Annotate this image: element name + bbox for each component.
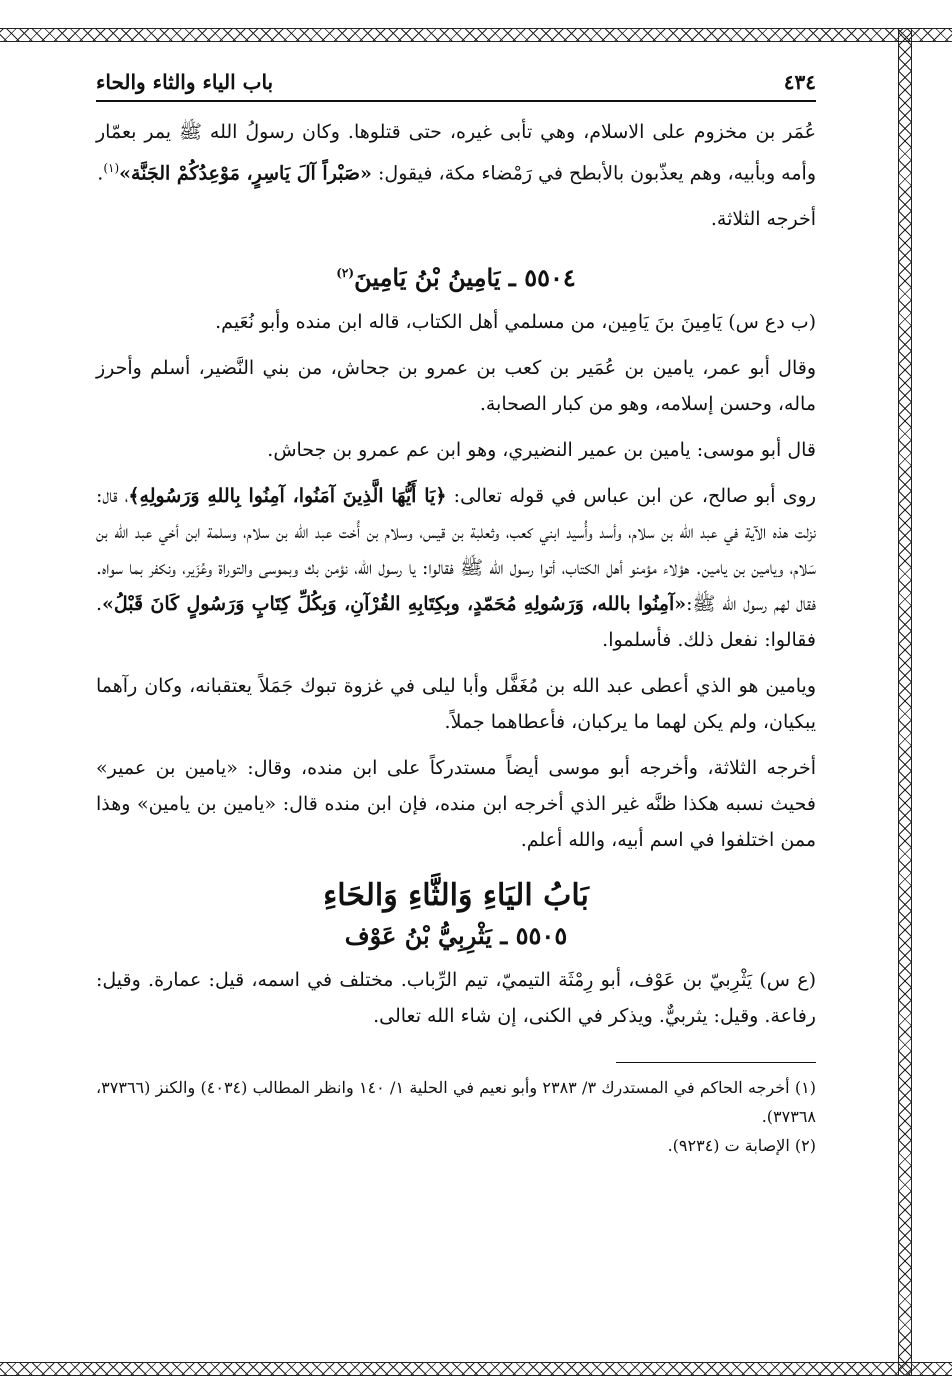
quote: «صَبْراً آلَ يَاسِرٍ، مَوْعِدُكُمْ الجَنَّة»: [119, 162, 372, 185]
right-ornament-border: [898, 28, 912, 1376]
footnotes: [96, 1073, 816, 1160]
entry1-paragraph-1: (ب دع س) يَامِينَ بنَ يَامِين، من مسلمي أهل الكتاب، قاله ابن منده وأبو نُعَيم.: [215, 311, 816, 334]
page-header: [96, 70, 816, 102]
page-content: [96, 70, 816, 1160]
bottom-ornament-border: [0, 1362, 952, 1376]
entry-title-5504: ٥٥٠٤ ـ يَامِينُ بْنُ يَامِينَ$^{(٢)}$: [336, 263, 576, 293]
footnote-ref-1: (١): [103, 161, 120, 175]
footnote-1: (١) أخرجه الحاكم في المستدرك ٣/ ٢٣٨٣ وأبو نعيم في الحلية ١/ ١٤٠ وانظر المطالب (٤٠٣٤) والكنز (٣٧٣٦٦، ٣٧٣٦٨).: [96, 1078, 816, 1127]
top-ornament-border: [0, 28, 952, 42]
entry1-paragraph-4: روى أبو صالح، عن ابن عباس في قوله تعالى: ﴿يَا أَيُّهَا الَّذِينَ آمَنُوا، آمِنُوا بِاللهِ وَرَسُولِهِ﴾، قال: نزلت هذه الآية في عبد الله بن سلام، وأسد وأُسيد ابني كعب، وثعلبة بن قيس، وسلام بن أُخت عبد الله بن سلام، وسلمة ابن أخي عبد الله بن سَلام، ويامين بن يامين. هؤلاء مؤمنو أهل الكتاب، أتوا رسول الله ﷺ فقالوا: يا رسول الله، نؤمن بك وبموسى والتوراة وعُزَير، ونكفر بما سواه. فقال لهم رسول الله ﷺ:«آمِنُوا بالله، وَرَسُولِهِ مُحَمّدٍ، وبِكِتَابِهِ القُرْآنِ، وَبِكُلِّ كِتَابٍ وَرَسُولٍ كَانَ قَبْلُ». فقالوا: نفعل ذلك. فأسلموا.: [96, 485, 816, 652]
footnote-2: (٢) الإصابة ت (٩٢٣٤).: [667, 1136, 816, 1156]
entry1-paragraph-5: ويامين هو الذي أعطى عبد الله بن مُغَفَّل وأبا ليلى في غزوة تبوك جَمَلاً يعتقبانه، وكان رآهما يبكيان، ولم يكن لهما ما يركبان، فأعطاهما جملاً.: [96, 675, 816, 734]
chapter-title: بَابُ اليَاءِ وَالثَّاءِ وَالحَاءِ: [323, 878, 589, 914]
entry2-paragraph-1: (ع س) يَثْرِبيّ بن عَوْف، أبو رِمْثَة التيميّ، تيم الرِّباب. مختلف في اسمه، قيل: عمارة. وقيل: رفاعة. وقيل: يثربيٌّ. ويذكر في الكنى، إن شاء الله تعالى.: [96, 969, 816, 1028]
footnote-ref-2: (٢): [336, 266, 355, 281]
paragraph-attribution: أخرجه الثلاثة.: [710, 208, 816, 231]
running-title: باب الياء والثاء والحاء: [96, 70, 274, 94]
paragraph-continuation: عُمَر بن مخزوم على الاسلام، وهي تأبى غيره، حتى قتلوها. وكان رسولُ الله ﷺ يمر بعمّار وأمه وبأبيه، وهم يعذّبون بالأبطح في رَمْضاء مكة، فيقول: «صَبْراً آلَ يَاسِرٍ، مَوْعِدُكُمْ الجَنَّة»$^{(١)}$.: [96, 121, 816, 185]
entry1-paragraph-3: قال أبو موسى: يامين بن عمير النضيري، وهو ابن عم عمرو بن جحاش.: [267, 439, 816, 462]
footnote-divider: [616, 1062, 816, 1063]
hadith-quote: «آمِنُوا بالله، وَرَسُولِهِ مُحَمّدٍ، وبِكِتَابِهِ القُرْآنِ، وَبِكُلِّ كِتَابٍ وَرَسُولٍ كَانَ قَبْلُ»: [102, 593, 687, 616]
quran-quote: ﴿يَا أَيُّهَا الَّذِينَ آمَنُوا، آمِنُوا بِاللهِ وَرَسُولِهِ﴾: [128, 485, 447, 508]
entry1-paragraph-2: وقال أبو عمر، يامين بن عُمَير بن كعب بن عمرو بن جحاش، من بني النَّضير، أسلم وأحرز ماله، وحسن إسلامه، وهو من كبار الصحابة.: [96, 357, 816, 416]
entry-title-5505: ٥٥٠٥ ـ يَثْرِبِيُّ بْنُ عَوْف: [344, 921, 568, 951]
entry1-paragraph-6: أخرجه الثلاثة، وأخرجه أبو موسى أيضاً مستدركاً على ابن منده، وقال: «يامين بن عمير» فحيث نسبه هكذا ظنَّه غير الذي أخرجه ابن منده، فإن ابن منده قال: «يامين بن يامين» وهذا ممن اختلفوا في اسم أبيه، والله أعلم.: [96, 757, 816, 852]
page-number: ٤٣٤: [783, 70, 816, 94]
